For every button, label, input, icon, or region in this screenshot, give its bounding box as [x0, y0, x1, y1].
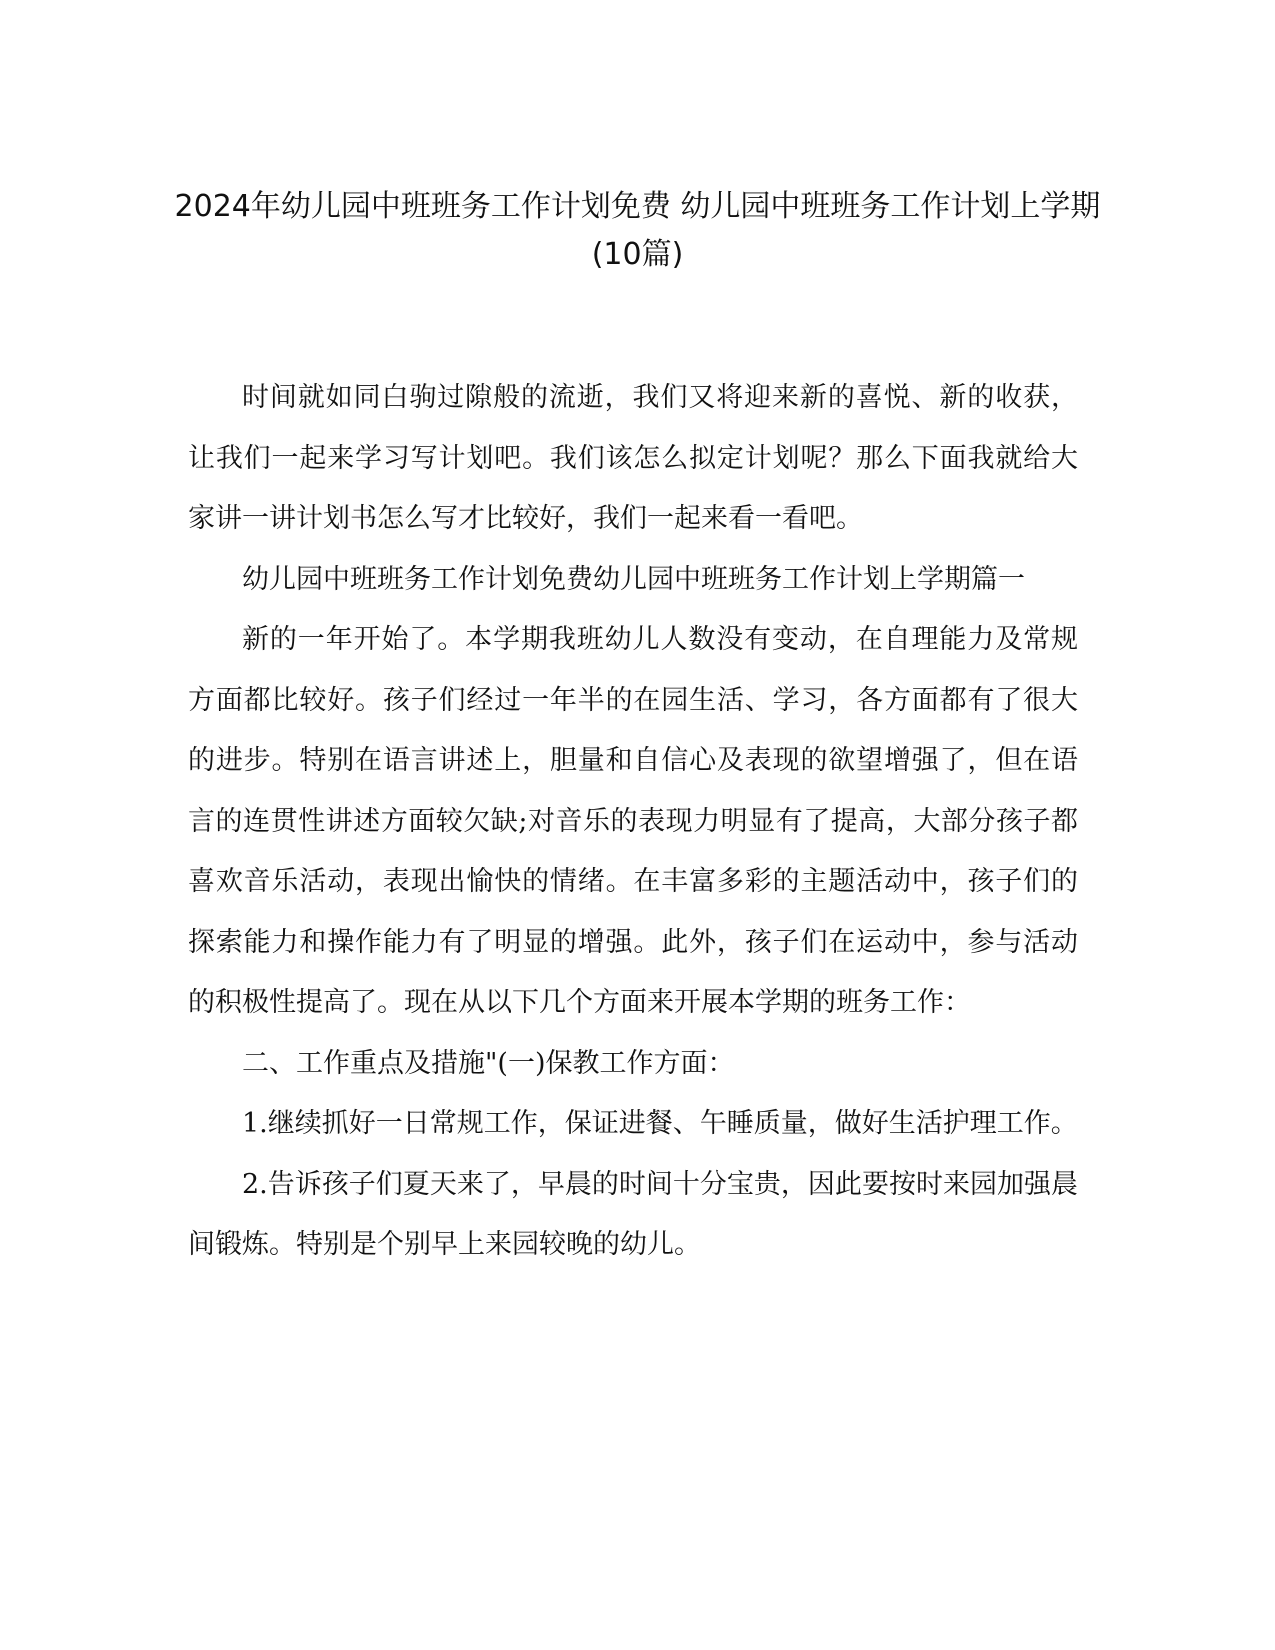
document-title: 2024年幼儿园中班班务工作计划免费 幼儿园中班班务工作计划上学期(10篇) — [174, 189, 1101, 272]
paragraph-section-heading: 幼儿园中班班务工作计划免费幼儿园中班班务工作计划上学期篇一 — [242, 563, 1025, 595]
paragraph-item-1: 1.继续抓好一日常规工作，保证进餐、午睡质量，做好生活护理工作。 — [242, 1108, 1078, 1139]
document-body — [188, 368, 1078, 1276]
paragraph-intro: 时间就如同白驹过隙般的流逝，我们又将迎来新的喜悦、新的收获，让我们一起来学习写计划吧。我们该怎么拟定计划呢？那么下面我就给大家讲一讲计划书怎么写才比较好，我们一起来看一看吧。 — [188, 382, 1078, 534]
paragraph-work-focus: 二、工作重点及措施"(一)保教工作方面： — [242, 1047, 735, 1079]
paragraph-class-overview: 新的一年开始了。本学期我班幼儿人数没有变动，在自理能力及常规方面都比较好。孩子们经过一年半的在园生活、学习，各方面都有了很大的进步。特别在语言讲述上，胆量和自信心及表现的欲望增强了，但在语言的连贯性讲述方面较欠缺;对音乐的表现力明显有了提高，大部分孩子都喜欢音乐活动，表现出愉快的情绪。在丰富多彩的主题活动中，孩子们的探索能力和操作能力有了明显的增强。此外，孩子们在运动中，参与活动的积极性提高了。现在从以下几个方面来开展本学期的班务工作： — [188, 624, 1078, 1018]
paragraph-item-2: 2.告诉孩子们夏天来了，早晨的时间十分宝贵，因此要按时来园加强晨间锻炼。特别是个别早上来园较晚的幼儿。 — [188, 1168, 1078, 1260]
